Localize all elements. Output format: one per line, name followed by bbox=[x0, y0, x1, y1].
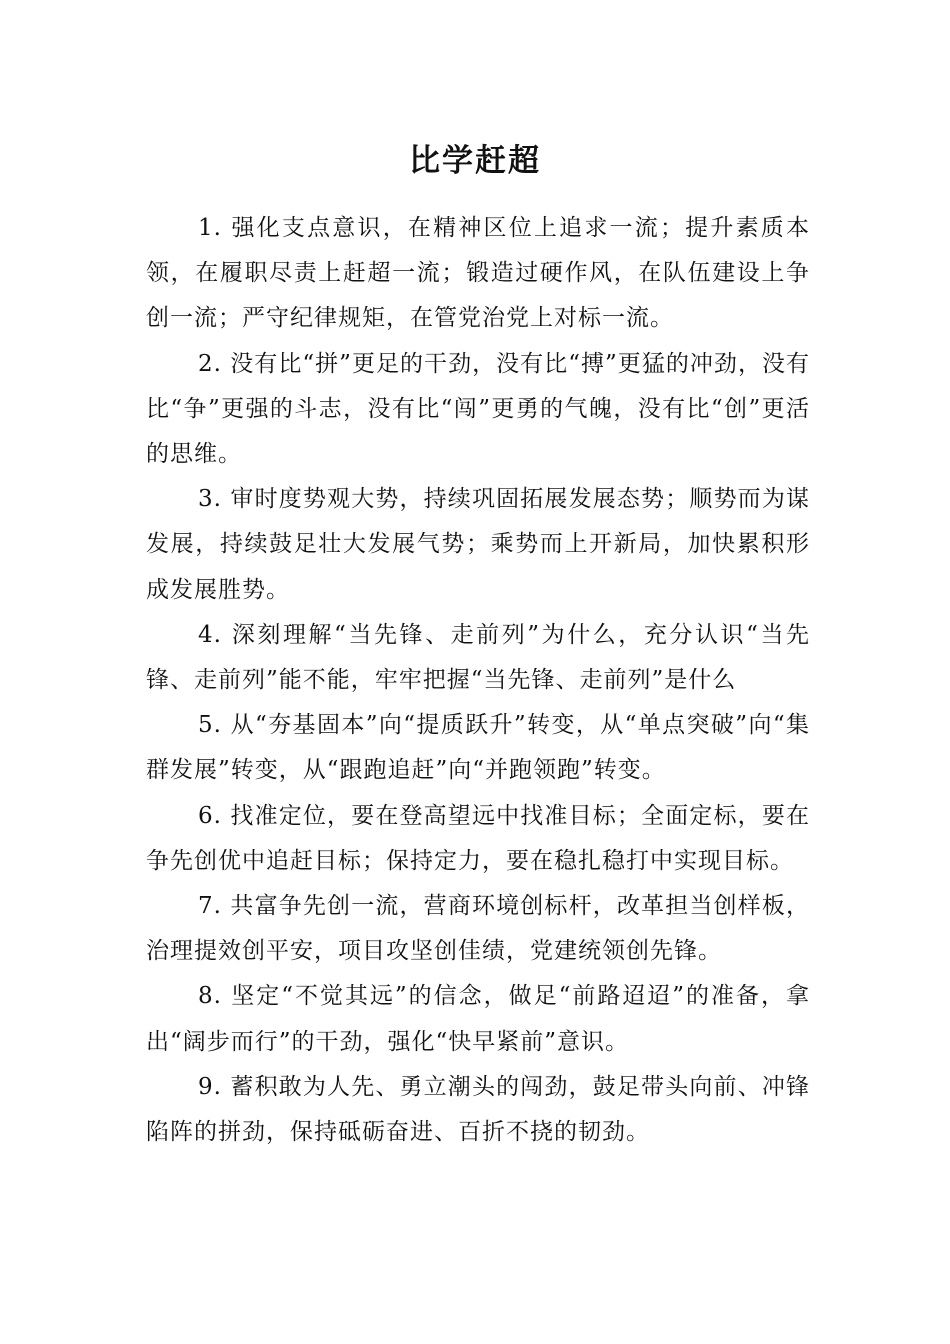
paragraph-6: 6. 找准定位，要在登高望远中找准目标；全面定标，要在争先创优中追赶目标；保持定力，要在稳扎稳打中实现目标。 bbox=[146, 802, 810, 874]
paragraph-2: 2. 没有比“拼”更足的干劲，没有比“搏”更猛的冲劲，没有比“争”更强的斗志，没有比“闯”更勇的气魄，没有比“创”更活的思维。 bbox=[146, 350, 810, 468]
document-body bbox=[146, 206, 810, 1155]
paragraph-3: 3. 审时度势观大势，持续巩固拓展发展态势；顺势而为谋发展，持续鼓足壮大发展气势；乘势而上开新局，加快累积形成发展胜势。 bbox=[146, 486, 810, 603]
paragraph-1: 1. 强化支点意识，在精神区位上追求一流；提升素质本领，在履职尽责上赶超一流；锻造过硬作风，在队伍建设上争创一流；严守纪律规矩，在管党治党上对标一流。 bbox=[146, 215, 810, 332]
paragraph-4: 4. 深刻理解“当先锋、走前列”为什么，充分认识“当先锋、走前列”能不能，牢牢把握“当先锋、走前列”是什么 bbox=[146, 621, 810, 694]
paragraph-8: 8. 坚定“不觉其远”的信念，做足“前路迢迢”的准备，拿出“阔步而行”的干劲，强化“快早紧前”意识。 bbox=[146, 983, 810, 1055]
paragraph-7: 7. 共富争先创一流，营商环境创标杆，改革担当创样板，治理提效创平安，项目攻坚创佳绩，党建统领创先锋。 bbox=[146, 893, 810, 965]
document-title: 比学赶超 bbox=[409, 142, 541, 179]
paragraph-5: 5. 从“夯基固本”向“提质跃升”转变，从“单点突破”向“集群发展”转变，从“跟跑追赶”向“并跑领跑”转变。 bbox=[146, 712, 810, 784]
paragraph-9: 9. 蓄积敢为人先、勇立潮头的闯劲，鼓足带头向前、冲锋陷阵的拼劲，保持砥砺奋进、百折不挠的韧劲。 bbox=[146, 1073, 810, 1146]
